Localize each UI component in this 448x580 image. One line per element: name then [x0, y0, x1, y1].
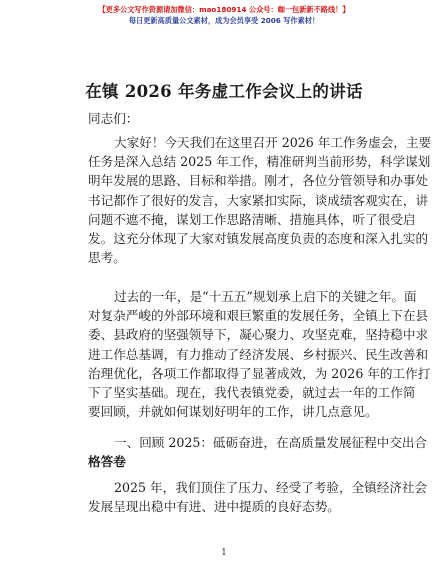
paragraph-line: 书记都作了很好的发言，大家紧扣实际，谈成绩客观实在，讲	[88, 192, 429, 208]
section-heading-line: 一、回顾 2025：砥砺奋进，在高质量发展征程中交出合	[114, 435, 428, 450]
paragraph-line: 委、县政府的坚强领导下，凝心聚力、攻坚克难，坚持稳中求	[88, 327, 429, 343]
paragraph-line: 治理优化，各项工作都取得了显著成效，为 2026 年的工作打	[88, 365, 431, 381]
paragraph-line: 对复杂严峻的外部环境和艰巨繁重的发展任务，全镇上下在县	[88, 308, 429, 324]
paragraph-line: 下了坚实基础。现在，我代表镇党委，就过去一年的工作简	[88, 385, 416, 401]
paragraph-line: 任务是深入总结 2025 年工作，精准研判当前形势，科学谋划	[88, 154, 431, 170]
paragraph-line: 2025 年，我们顶住了压力、经受了考验，全镇经济社会	[114, 480, 428, 495]
promo-banner-sub: 每日更新高质量公文素材，成为会员享受 2006 写作素材！	[128, 16, 320, 25]
greeting: 同志们：	[88, 111, 139, 126]
paragraph-review	[88, 287, 431, 421]
section-heading	[88, 433, 428, 471]
paragraph-2025-summary	[88, 478, 428, 516]
paragraph-line: 明年发展的思路、目标和举措。刚才，各位分管领导和办事处	[88, 173, 429, 189]
paragraph-line: 要回顾，并就如何谋划好明年的工作，讲几点意见。	[88, 404, 378, 420]
paragraph-opening	[88, 133, 432, 267]
promo-banner-top: 【更多公文写作资源请加微信：mao180914 公众号：咖一包新新不路线！】	[98, 5, 350, 14]
page-number: 1	[221, 548, 227, 558]
paragraph-line: 思考。	[88, 250, 126, 266]
paragraph-line: 过去的一年，是“十五五”规划承上启下的关键之年。面	[114, 289, 417, 304]
paragraph-line: 大家好！今天我们在这里召开 2026 年工作务虚会，主要	[114, 135, 432, 150]
paragraph-line: 发。这充分体现了大家对镇发展高度负责的态度和深入扎实的	[88, 231, 429, 247]
paragraph-line: 进工作总基调，有力推动了经济发展、乡村振兴、民生改善和	[88, 346, 429, 362]
section-heading-line: 格答卷	[88, 454, 126, 470]
paragraph-line: 问题不遮不掩，谋划工作思路清晰、措施具体，听了很受启	[88, 211, 416, 227]
paragraph-line: 发展呈现出稳中有进、进中提质的良好态势。	[88, 499, 340, 515]
document-title: 在镇 2026 年务虚工作会议上的讲话	[85, 82, 363, 101]
